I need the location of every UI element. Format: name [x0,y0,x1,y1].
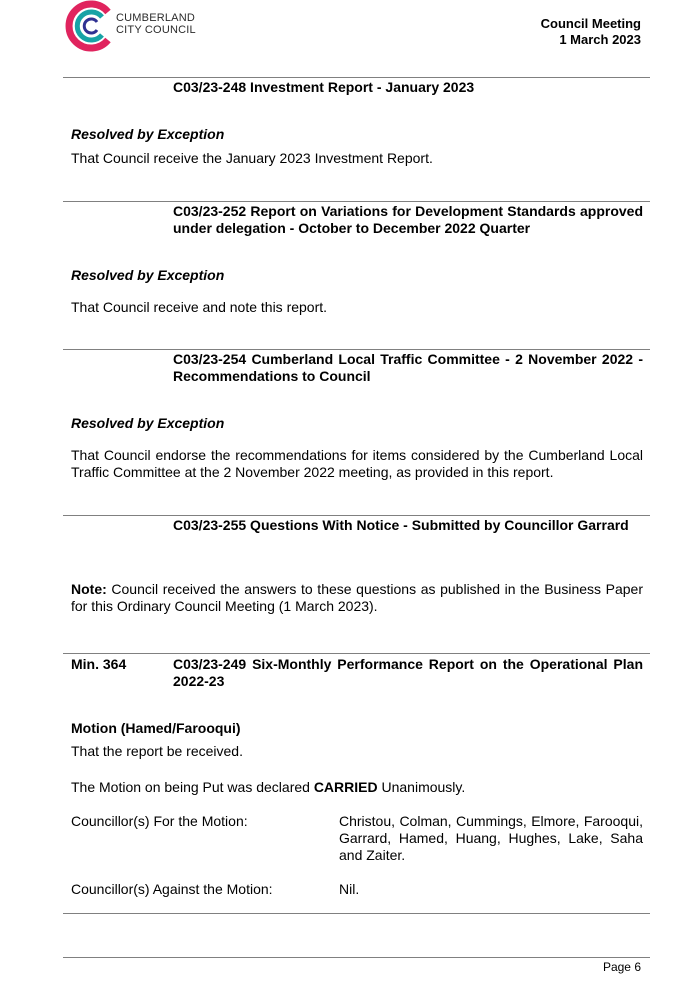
item-title: C03/23-248 Investment Report - January 2023 [173,79,475,95]
motion-result [71,779,643,796]
item-title: C03/23-254 Cumberland Local Traffic Committee - 2 November 2022 - Recommendations to Council [173,351,643,384]
item-title: C03/23-249 Six-Monthly Performance Report on the Operational Plan 2022-23 [173,656,643,689]
meeting-date: 1 March 2023 [559,32,641,47]
footer-rule [63,957,650,958]
note-label: Note: [71,581,107,597]
org-line-1: CUMBERLAND [116,12,196,24]
for-label: Councillor(s) For the Motion: [71,813,248,829]
meeting-name: Council Meeting [540,16,641,31]
divider [63,913,650,914]
motion-text: That the report be received. [71,743,243,759]
motion-heading: Motion (Hamed/Farooqui) [71,720,241,736]
item-title: C03/23-255 Questions With Notice - Submitted by Councillor Garrard [173,517,629,533]
council-logo [64,0,116,52]
divider [63,515,650,516]
resolution-text: That Council receive the January 2023 Investment Report. [71,150,433,166]
page-number: Page 6 [602,960,641,974]
result-word: CARRIED [313,779,378,795]
minute-number: Min. 364 [71,656,127,672]
resolution-text: That Council endorse the recommendations for items considered by the Cumberland Local Traffic Committee at the 2 November 2022 meeting, as provided in this report. [71,447,643,480]
divider [63,653,650,654]
result-prefix: The Motion on being Put was declared [71,779,314,795]
note-text: Council received the answers to these questions as published in the Business Paper for this Ordinary Council Meeting (1 March 2023). [71,581,643,614]
meeting-header [541,16,641,48]
item-title: C03/23-252 Report on Variations for Development Standards approved under delegation - October to December 2022 Quarter [173,203,643,236]
result-suffix: Unanimously. [377,779,466,795]
resolution-heading: Resolved by Exception [71,267,225,283]
resolution-heading: Resolved by Exception [71,415,225,431]
resolution-text: That Council receive and note this report. [71,299,328,315]
against-label: Councillor(s) Against the Motion: [71,881,273,897]
note-paragraph [71,581,643,615]
divider [63,349,650,350]
for-value: Christou, Colman, Cummings, Elmore, Farooqui, Garrard, Hamed, Huang, Hughes, Lake, Saha and Zaiter. [339,813,643,863]
divider [63,201,650,202]
logo-wordmark [116,12,196,36]
resolution-heading: Resolved by Exception [71,126,225,142]
org-line-2: CITY COUNCIL [116,24,196,36]
against-value: Nil. [339,881,360,897]
divider [63,77,650,78]
